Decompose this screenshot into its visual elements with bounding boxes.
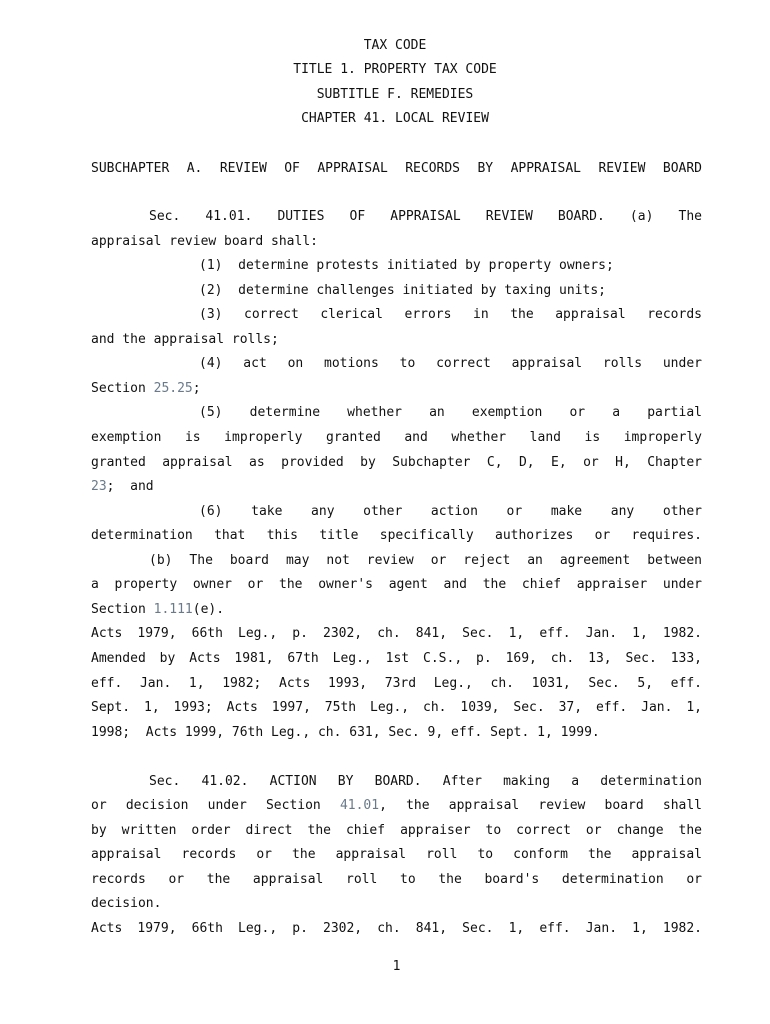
item-4-line-2 [91,380,702,398]
section-41-02-line-4: appraisal records or the appraisal roll to conform the appraisal [91,847,702,862]
section-1-111-link[interactable]: 1.111 [153,602,193,617]
section-41-02-line-5: records or the appraisal roll to the board's determination or [91,872,702,887]
section-41-02-line-3: by written order direct the chief appraiser to correct or change the [91,823,702,838]
item-5-line-4 [91,478,702,496]
item-2: (2) determine challenges initiated by taxing units; [199,283,606,298]
item-3-line-2: and the appraisal rolls; [91,332,279,347]
item-6-line-2: determination that this title specifically authorizes or requires. [91,528,702,543]
history-line-4: Sept. 1, 1993; Acts 1997, 75th Leg., ch. 1039, Sec. 37, eff. Jan. 1, [91,700,702,715]
section-25-25-link[interactable]: 25.25 [153,381,193,396]
section-41-01-intro: appraisal review board shall: [91,234,318,249]
section-41-02-history: Acts 1979, 66th Leg., p. 2302, ch. 841, Sec. 1, eff. Jan. 1, 1982. [91,921,702,936]
history-line-1: Acts 1979, 66th Leg., p. 2302, ch. 841, Sec. 1, eff. Jan. 1, 1982. [91,626,702,641]
page-number: 1 [392,959,401,974]
subchapter-heading: SUBCHAPTER A. REVIEW OF APPRAISAL RECORDS BY APPRAISAL REVIEW BOARD [91,161,702,176]
item-3-line-1: (3) correct clerical errors in the appraisal records [199,307,702,322]
item-4-punct: ; [192,381,201,396]
section-41-02-text: or decision under Section [91,798,340,813]
section-41-02-line-6: decision. [91,896,162,911]
item-5-line-1: (5) determine whether an exemption or a partial [199,405,702,420]
history-line-2: Amended by Acts 1981, 67th Leg., 1st C.S., p. 169, ch. 13, Sec. 133, [91,651,702,666]
item-5-line-2: exemption is improperly granted and whether land is improperly [91,430,702,445]
subsection-b-tail: (e). [192,602,225,617]
code-title: TAX CODE [363,38,427,53]
history-line-5: 1998; Acts 1999, 76th Leg., ch. 631, Sec. 9, eff. Sept. 1, 1999. [91,725,600,740]
subsection-b-line-2: a property owner or the owner's agent and the chief appraiser under [91,577,702,592]
subsection-b-line-1: (b) The board may not review or reject an agreement between [149,553,702,568]
subsection-b-text: Section [91,602,154,617]
section-41-02-text-tail: , the appraisal review board shall [379,798,703,813]
history-line-3: eff. Jan. 1, 1982; Acts 1993, 73rd Leg., ch. 1031, Sec. 5, eff. [91,676,702,691]
section-41-01-heading: Sec. 41.01. DUTIES OF APPRAISAL REVIEW BOARD. (a) The [149,209,702,224]
title-heading: TITLE 1. PROPERTY TAX CODE [293,62,497,77]
subtitle-heading: SUBTITLE F. REMEDIES [316,87,474,102]
chapter-23-link[interactable]: 23 [91,479,107,494]
item-5-tail: ; and [106,479,154,494]
item-4-line-1: (4) act on motions to correct appraisal rolls under [199,356,702,371]
item-4-text: Section [91,381,154,396]
section-41-01-link[interactable]: 41.01 [339,798,380,813]
item-5-line-3: granted appraisal as provided by Subchapter C, D, E, or H, Chapter [91,455,702,470]
section-41-02-line-2 [91,797,702,815]
item-1: (1) determine protests initiated by property owners; [199,258,614,273]
section-41-02-heading: Sec. 41.02. ACTION BY BOARD. After making a determination [149,774,702,789]
subsection-b-line-3 [91,601,702,619]
chapter-heading: CHAPTER 41. LOCAL REVIEW [301,111,489,126]
item-6-line-1: (6) take any other action or make any other [199,504,702,519]
